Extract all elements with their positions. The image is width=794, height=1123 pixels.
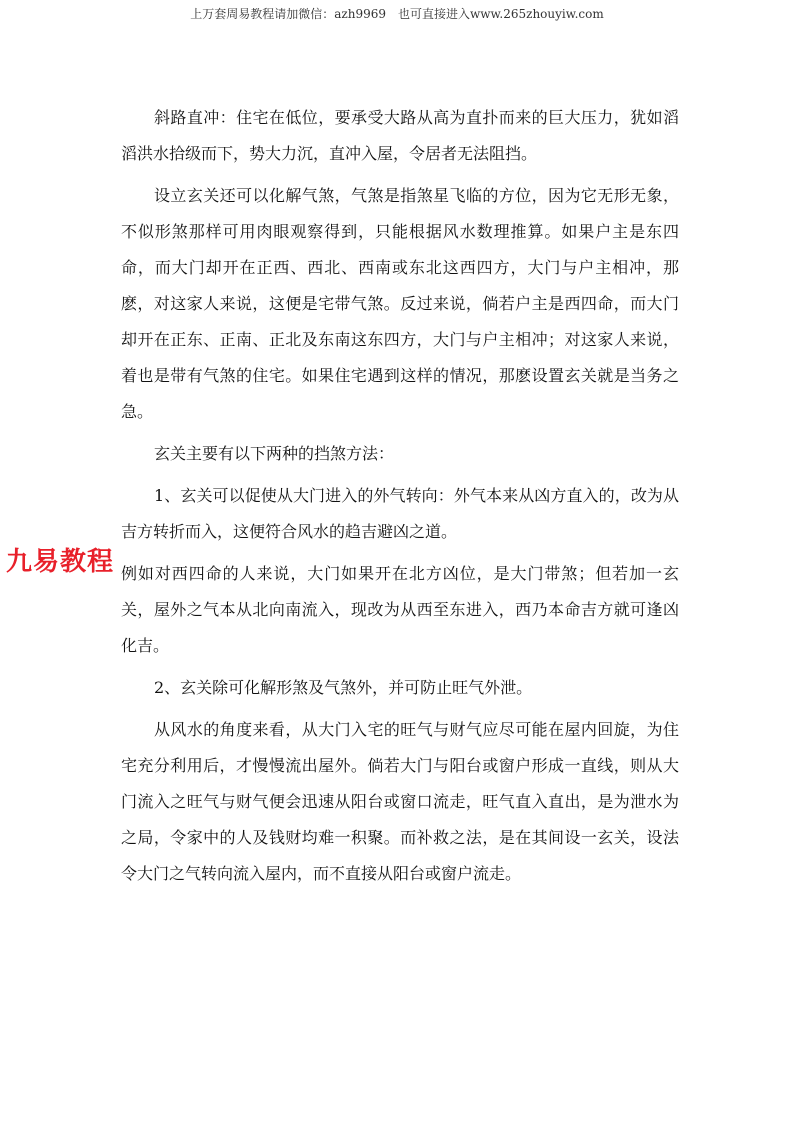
paragraph-fengshui-view: 从风水的角度来看，从大门入宅的旺气与财气应尽可能在屋内回旋，为住宅充分利用后，才慢慢流出屋外。倘若大门与阳台或窗户形成一直线，则从大门流入之旺气与财气便会迅速从阳台或窗口流走，旺气直入直出，是为泄水为之局，令家中的人及钱财均难一积聚。而补救之法，是在其间设一玄关，设法令大门之气转向流入屋内，而不直接从阳台或窗户流走。 [121, 720, 679, 883]
document-body [121, 100, 679, 892]
watermark-logo: 九易教程 [6, 547, 115, 577]
paragraph-method-2: 2、玄关除可化解形煞及气煞外，并可防止旺气外泄。 [154, 678, 533, 697]
paragraph-method-1: 1、玄关可以促使从大门进入的外气转向：外气本来从凶方直入的，改为从吉方转折而入，这便符合风水的趋吉避凶之道。 [121, 486, 679, 541]
paragraph-example: 例如对西四命的人来说，大门如果开在北方凶位，是大门带煞；但若加一玄关，屋外之气本从北向南流入，现改为从西至东进入，西乃本命吉方就可逢凶化吉。 [121, 564, 679, 655]
paragraph-diagonal-road: 斜路直冲：住宅在低位，要承受大路从高为直扑而来的巨大压力，犹如滔滔洪水拾级而下，势大力沉，直冲入屋，令居者无法阻挡。 [121, 108, 679, 163]
paragraph-qi-sha: 设立玄关还可以化解气煞，气煞是指煞星飞临的方位，因为它无形无象，不似形煞那样可用肉眼观察得到，只能根据风水数理推算。如果户主是东四命，而大门却开在正西、西北、西南或东北这西四方，大门与户主相冲，那麽，对这家人来说，这便是宅带气煞。反过来说，倘若户主是西四命，而大门却开在正东、正南、正北及东南这东四方，大门与户主相冲；对这家人来说，着也是带有气煞的住宅。如果住宅遇到这样的情况，那麽设置玄关就是当务之急。 [121, 186, 679, 421]
paragraph-methods-intro: 玄关主要有以下两种的挡煞方法： [154, 444, 395, 463]
header-note: 上万套周易教程请加微信：azh9969 也可直接进入www.265zhouyiw.com [190, 7, 604, 21]
